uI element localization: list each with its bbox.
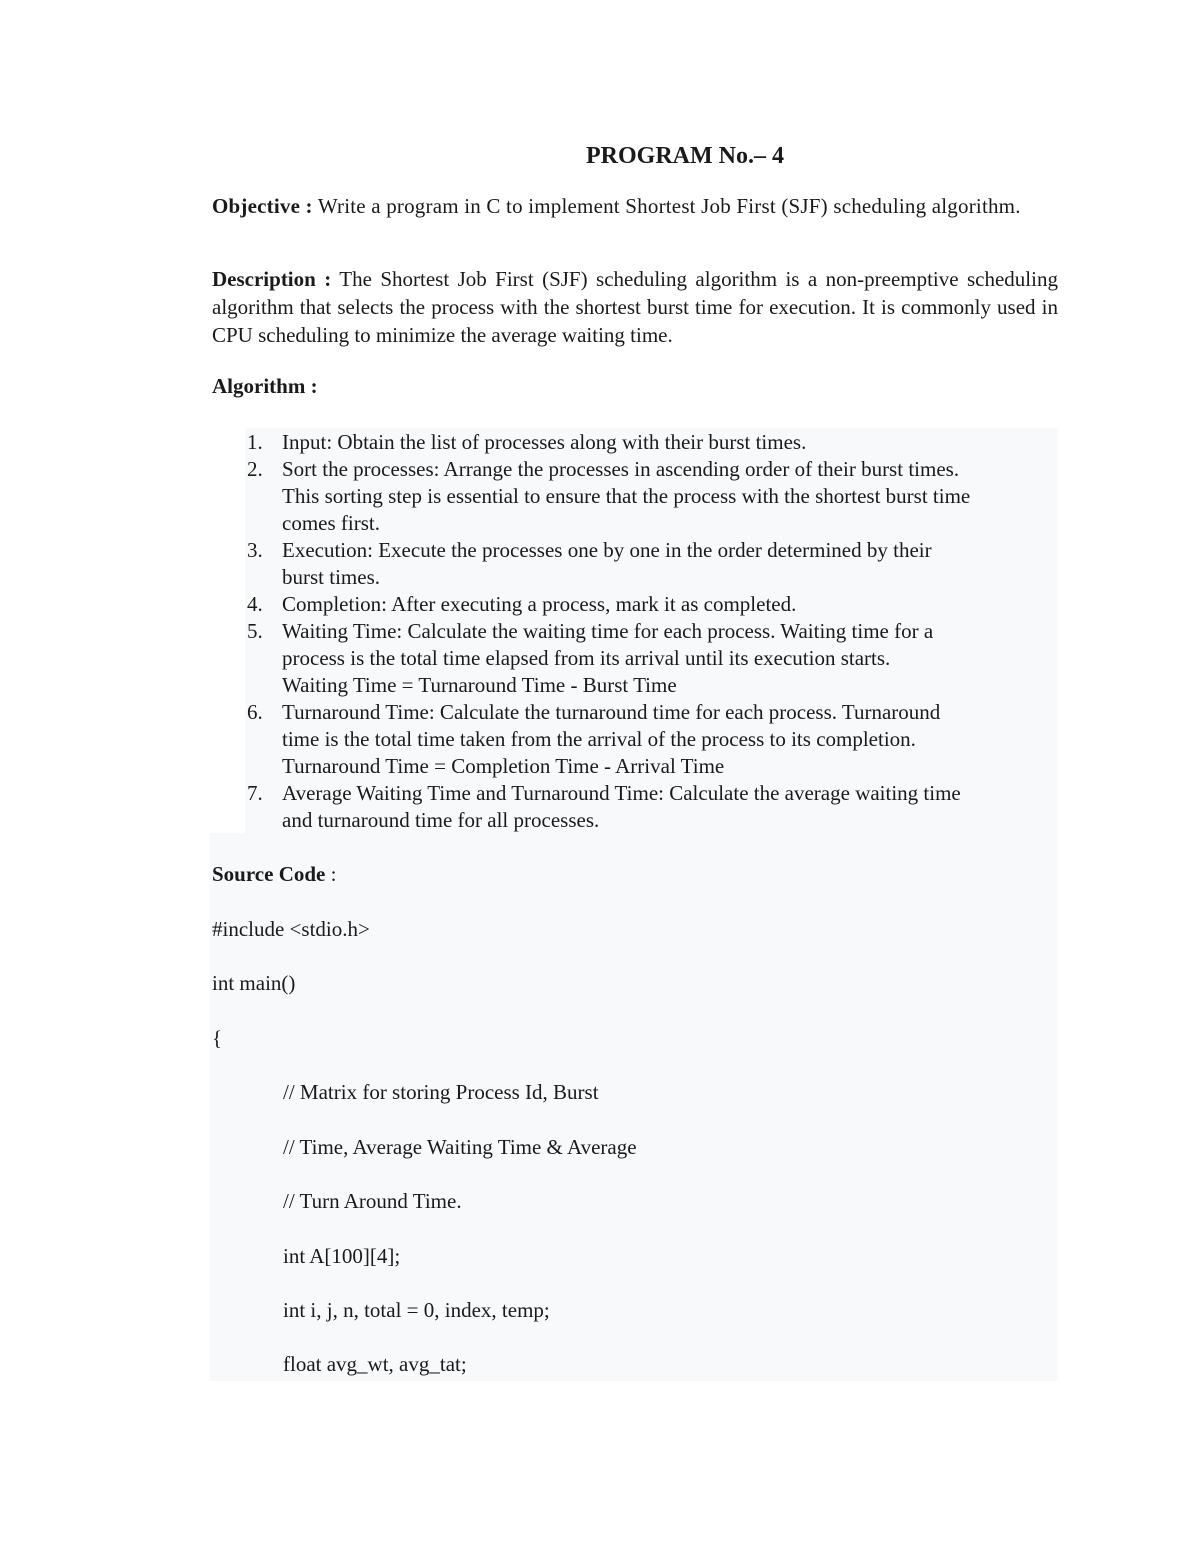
step-number: 7. xyxy=(247,781,263,805)
algorithm-step xyxy=(245,537,1055,591)
code-line: // Matrix for storing Process Id, Burst xyxy=(283,1080,599,1104)
algorithm-step xyxy=(245,618,1055,699)
step-line: This sorting step is essential to ensure that the process with the shortest burst time xyxy=(282,484,971,508)
code-line: // Turn Around Time. xyxy=(283,1189,462,1213)
step-number: 2. xyxy=(247,457,263,481)
code-line: int i, j, n, total = 0, index, temp; xyxy=(283,1298,550,1322)
step-line: Completion: After executing a process, mark it as completed. xyxy=(282,592,797,616)
code-line: #include <stdio.h> xyxy=(212,917,370,941)
step-line: Waiting Time = Turnaround Time - Burst Time xyxy=(282,673,677,697)
objective-label: Objective : xyxy=(212,194,313,218)
code-line: float avg_wt, avg_tat; xyxy=(283,1352,467,1376)
step-line: Average Waiting Time and Turnaround Time: Calculate the average waiting time xyxy=(282,781,961,805)
step-line: time is the total time taken from the arrival of the process to its completion. xyxy=(282,727,916,751)
description-paragraph xyxy=(212,265,1058,349)
step-number: 1. xyxy=(247,430,263,454)
code-line: int A[100][4]; xyxy=(283,1244,401,1268)
algorithm-steps xyxy=(245,429,1055,834)
step-number: 3. xyxy=(247,538,263,562)
code-line: { xyxy=(212,1026,223,1050)
step-line: Execution: Execute the processes one by one in the order determined by their xyxy=(282,538,932,562)
algorithm-heading: Algorithm : xyxy=(212,374,318,398)
step-line: process is the total time elapsed from its arrival until its execution starts. xyxy=(282,646,891,670)
code-line: int main() xyxy=(212,971,296,995)
source-code-colon: : xyxy=(325,862,337,886)
step-number: 5. xyxy=(247,619,263,643)
step-line: Turnaround Time = Completion Time - Arrival Time xyxy=(282,754,725,778)
step-line: Turnaround Time: Calculate the turnaround time for each process. Turnaround xyxy=(282,700,941,724)
step-line: burst times. xyxy=(282,565,380,589)
step-line: Waiting Time: Calculate the waiting time for each process. Waiting time for a xyxy=(282,619,934,643)
code-line: // Time, Average Waiting Time & Average xyxy=(283,1135,637,1159)
source-code-label: Source Code xyxy=(212,862,326,886)
algorithm-step xyxy=(245,699,1055,780)
step-line: comes first. xyxy=(282,511,380,535)
step-line: Input: Obtain the list of processes along with their burst times. xyxy=(282,430,807,454)
page-title: PROGRAM No.– 4 xyxy=(586,143,784,169)
algorithm-step xyxy=(245,429,1055,456)
step-line: and turnaround time for all processes. xyxy=(282,808,600,832)
objective-text: Write a program in C to implement Shortest Job First (SJF) scheduling algorithm. xyxy=(312,194,1021,218)
step-number: 6. xyxy=(247,700,263,724)
step-line: Sort the processes: Arrange the processes in ascending order of their burst times. xyxy=(282,457,960,481)
objective-paragraph xyxy=(212,192,1058,221)
description-label: Description : xyxy=(212,267,332,291)
algorithm-step xyxy=(245,456,1055,537)
step-number: 4. xyxy=(247,592,263,616)
algorithm-step xyxy=(245,591,1055,618)
source-code-heading xyxy=(212,862,336,887)
description-text: The Shortest Job First (SJF) scheduling algorithm is a non-preemptive scheduling algorithm that selects the process with the shortest burst time for execution. It is commonly used in CPU scheduling to minimize the average waiting time. xyxy=(212,267,1058,347)
algorithm-step xyxy=(245,780,1055,834)
